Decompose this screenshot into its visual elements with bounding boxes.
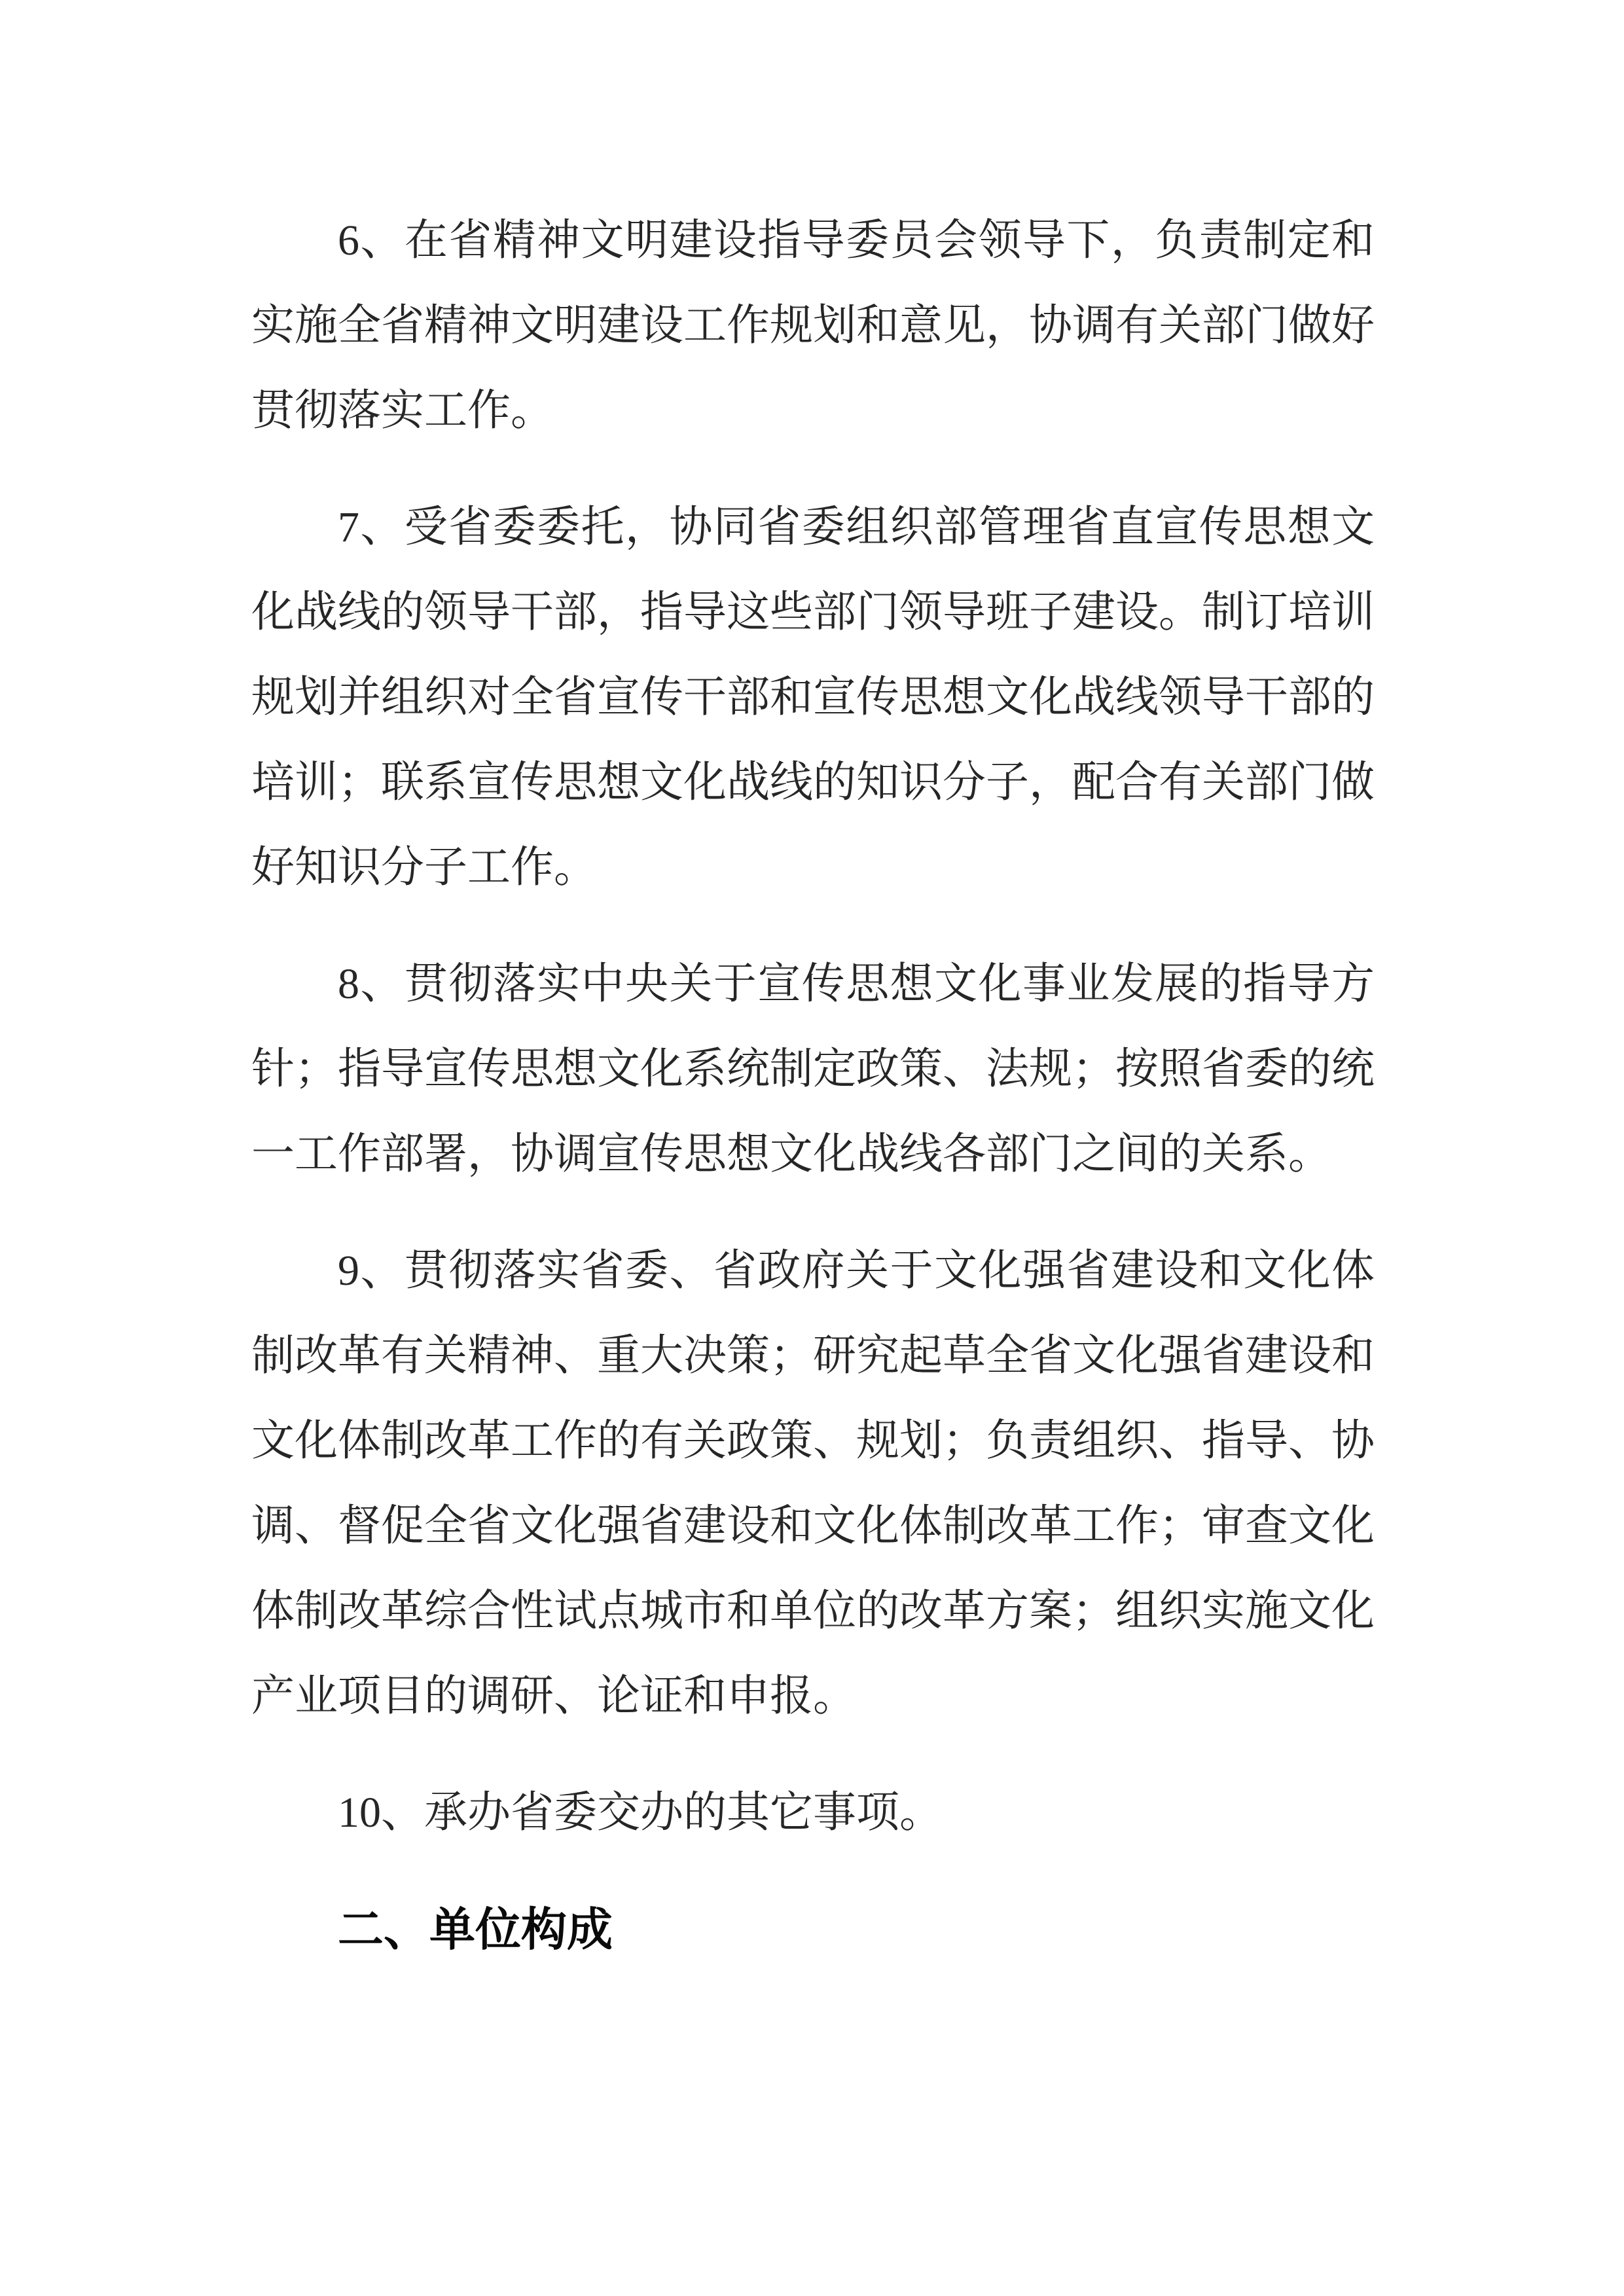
paragraph-item-9: 9、贯彻落实省委、省政府关于文化强省建设和文化体制改革有关精神、重大决策；研究起草全省文化强省建设和文化体制改革工作的有关政策、规划；负责组织、指导、协调、督促全省文化强省建设和文化体制改革工作；审查文化体制改革综合性试点城市和单位的改革方案；组织实施文化产业项目的调研、论证和申报。 — [251, 1247, 1375, 1720]
paragraph-item-10: 10、承办省委交办的其它事项。 — [338, 1789, 943, 1837]
paragraph-item-7: 7、受省委委托，协同省委组织部管理省直宣传思想文化战线的领导干部，指导这些部门领导班子建设。制订培训规划并组织对全省宣传干部和宣传思想文化战线领导干部的培训；联系宣传思想文化战线的知识分子，配合有关部门做好知识分子工作。 — [251, 503, 1375, 891]
section-heading-unit-composition: 二、单位构成 — [338, 1904, 613, 1955]
paragraph-item-6: 6、在省精神文明建设指导委员会领导下，负责制定和实施全省精神文明建设工作规划和意见，协调有关部门做好贯彻落实工作。 — [251, 217, 1375, 435]
paragraph-item-8: 8、贯彻落实中央关于宣传思想文化事业发展的指导方针；指导宣传思想文化系统制定政策、法规；按照省委的统一工作部署，协调宣传思想文化战线各部门之间的关系。 — [251, 960, 1375, 1178]
